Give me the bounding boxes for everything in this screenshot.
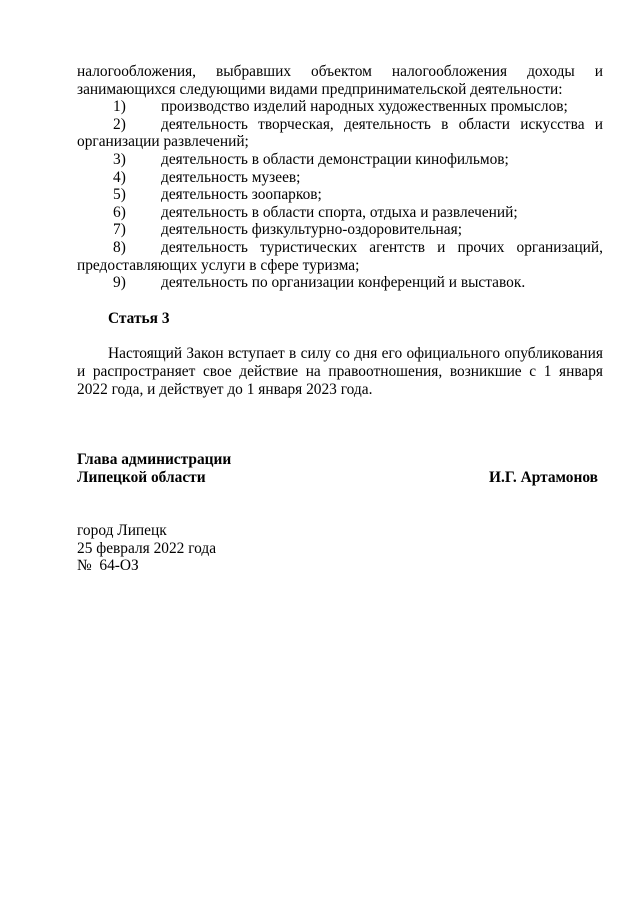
list-item <box>77 204 603 222</box>
list-item-text: деятельность туристических агентств и прочих организаций, <box>161 238 603 256</box>
list-item <box>77 169 603 187</box>
list-item-number: 8) <box>113 238 126 256</box>
list-item-number: 6) <box>113 203 126 221</box>
document-date: 25 февраля 2022 года <box>77 539 217 557</box>
list-item <box>77 239 603 274</box>
document-city: город Липецк <box>77 522 167 540</box>
list-item <box>77 151 603 169</box>
list-item-number: 4) <box>113 168 126 186</box>
list-item-text: деятельность музеев; <box>161 168 301 186</box>
list-item-text: деятельность физкультурно-оздоровительная; <box>161 221 462 239</box>
list-item <box>77 274 603 292</box>
signature-row <box>77 469 603 487</box>
list-item-text: деятельность творческая, деятельность в области искусства и <box>161 115 603 133</box>
intro-line-1: налогообложения, выбравших объектом налогообложения доходы и <box>77 63 603 80</box>
document-body <box>77 63 603 575</box>
list-item-number: 9) <box>113 274 126 292</box>
list-item-text: деятельность по организации конференций и выставок. <box>161 274 526 292</box>
list-item-number: 2) <box>113 115 126 133</box>
intro-line-2: занимающихся следующими видами предпринимательской деятельности: <box>77 80 563 98</box>
document-footer <box>77 522 603 575</box>
list-item-text: деятельность в области спорта, отдыха и развлечений; <box>161 203 518 221</box>
document-number: № 64-ОЗ <box>77 557 139 575</box>
list-item <box>77 186 603 204</box>
signatory-title-line-1: Глава администрации <box>77 451 232 469</box>
list-item-text: деятельность зоопарков; <box>161 186 322 204</box>
list-item-number: 1) <box>113 98 126 116</box>
article-paragraph: Настоящий Закон вступает в силу со дня его официального опубликования и распространяет свое действие на правоотношения, возникшие с 1 января 2022 года, и действует до 1 января 2023 года. <box>77 345 603 398</box>
signature-block <box>77 451 603 486</box>
signatory-name: И.Г. Артамонов <box>489 468 598 486</box>
list-item-number: 3) <box>113 150 126 168</box>
list-item-text: деятельность в области демонстрации кинофильмов; <box>161 150 509 168</box>
list-item-number: 5) <box>113 186 126 204</box>
signatory-title-line-2: Липецкой области <box>77 468 206 486</box>
list-item-text-continued: предоставляющих услуги в сфере туризма; <box>77 256 360 274</box>
list-item <box>77 221 603 239</box>
article-heading: Статья 3 <box>108 309 170 327</box>
activity-list <box>77 98 603 292</box>
list-item <box>77 116 603 151</box>
list-item <box>77 98 603 116</box>
list-item-number: 7) <box>113 221 126 239</box>
list-item-text: производство изделий народных художественных промыслов; <box>161 98 568 116</box>
list-item-text-continued: организации развлечений; <box>77 133 249 151</box>
